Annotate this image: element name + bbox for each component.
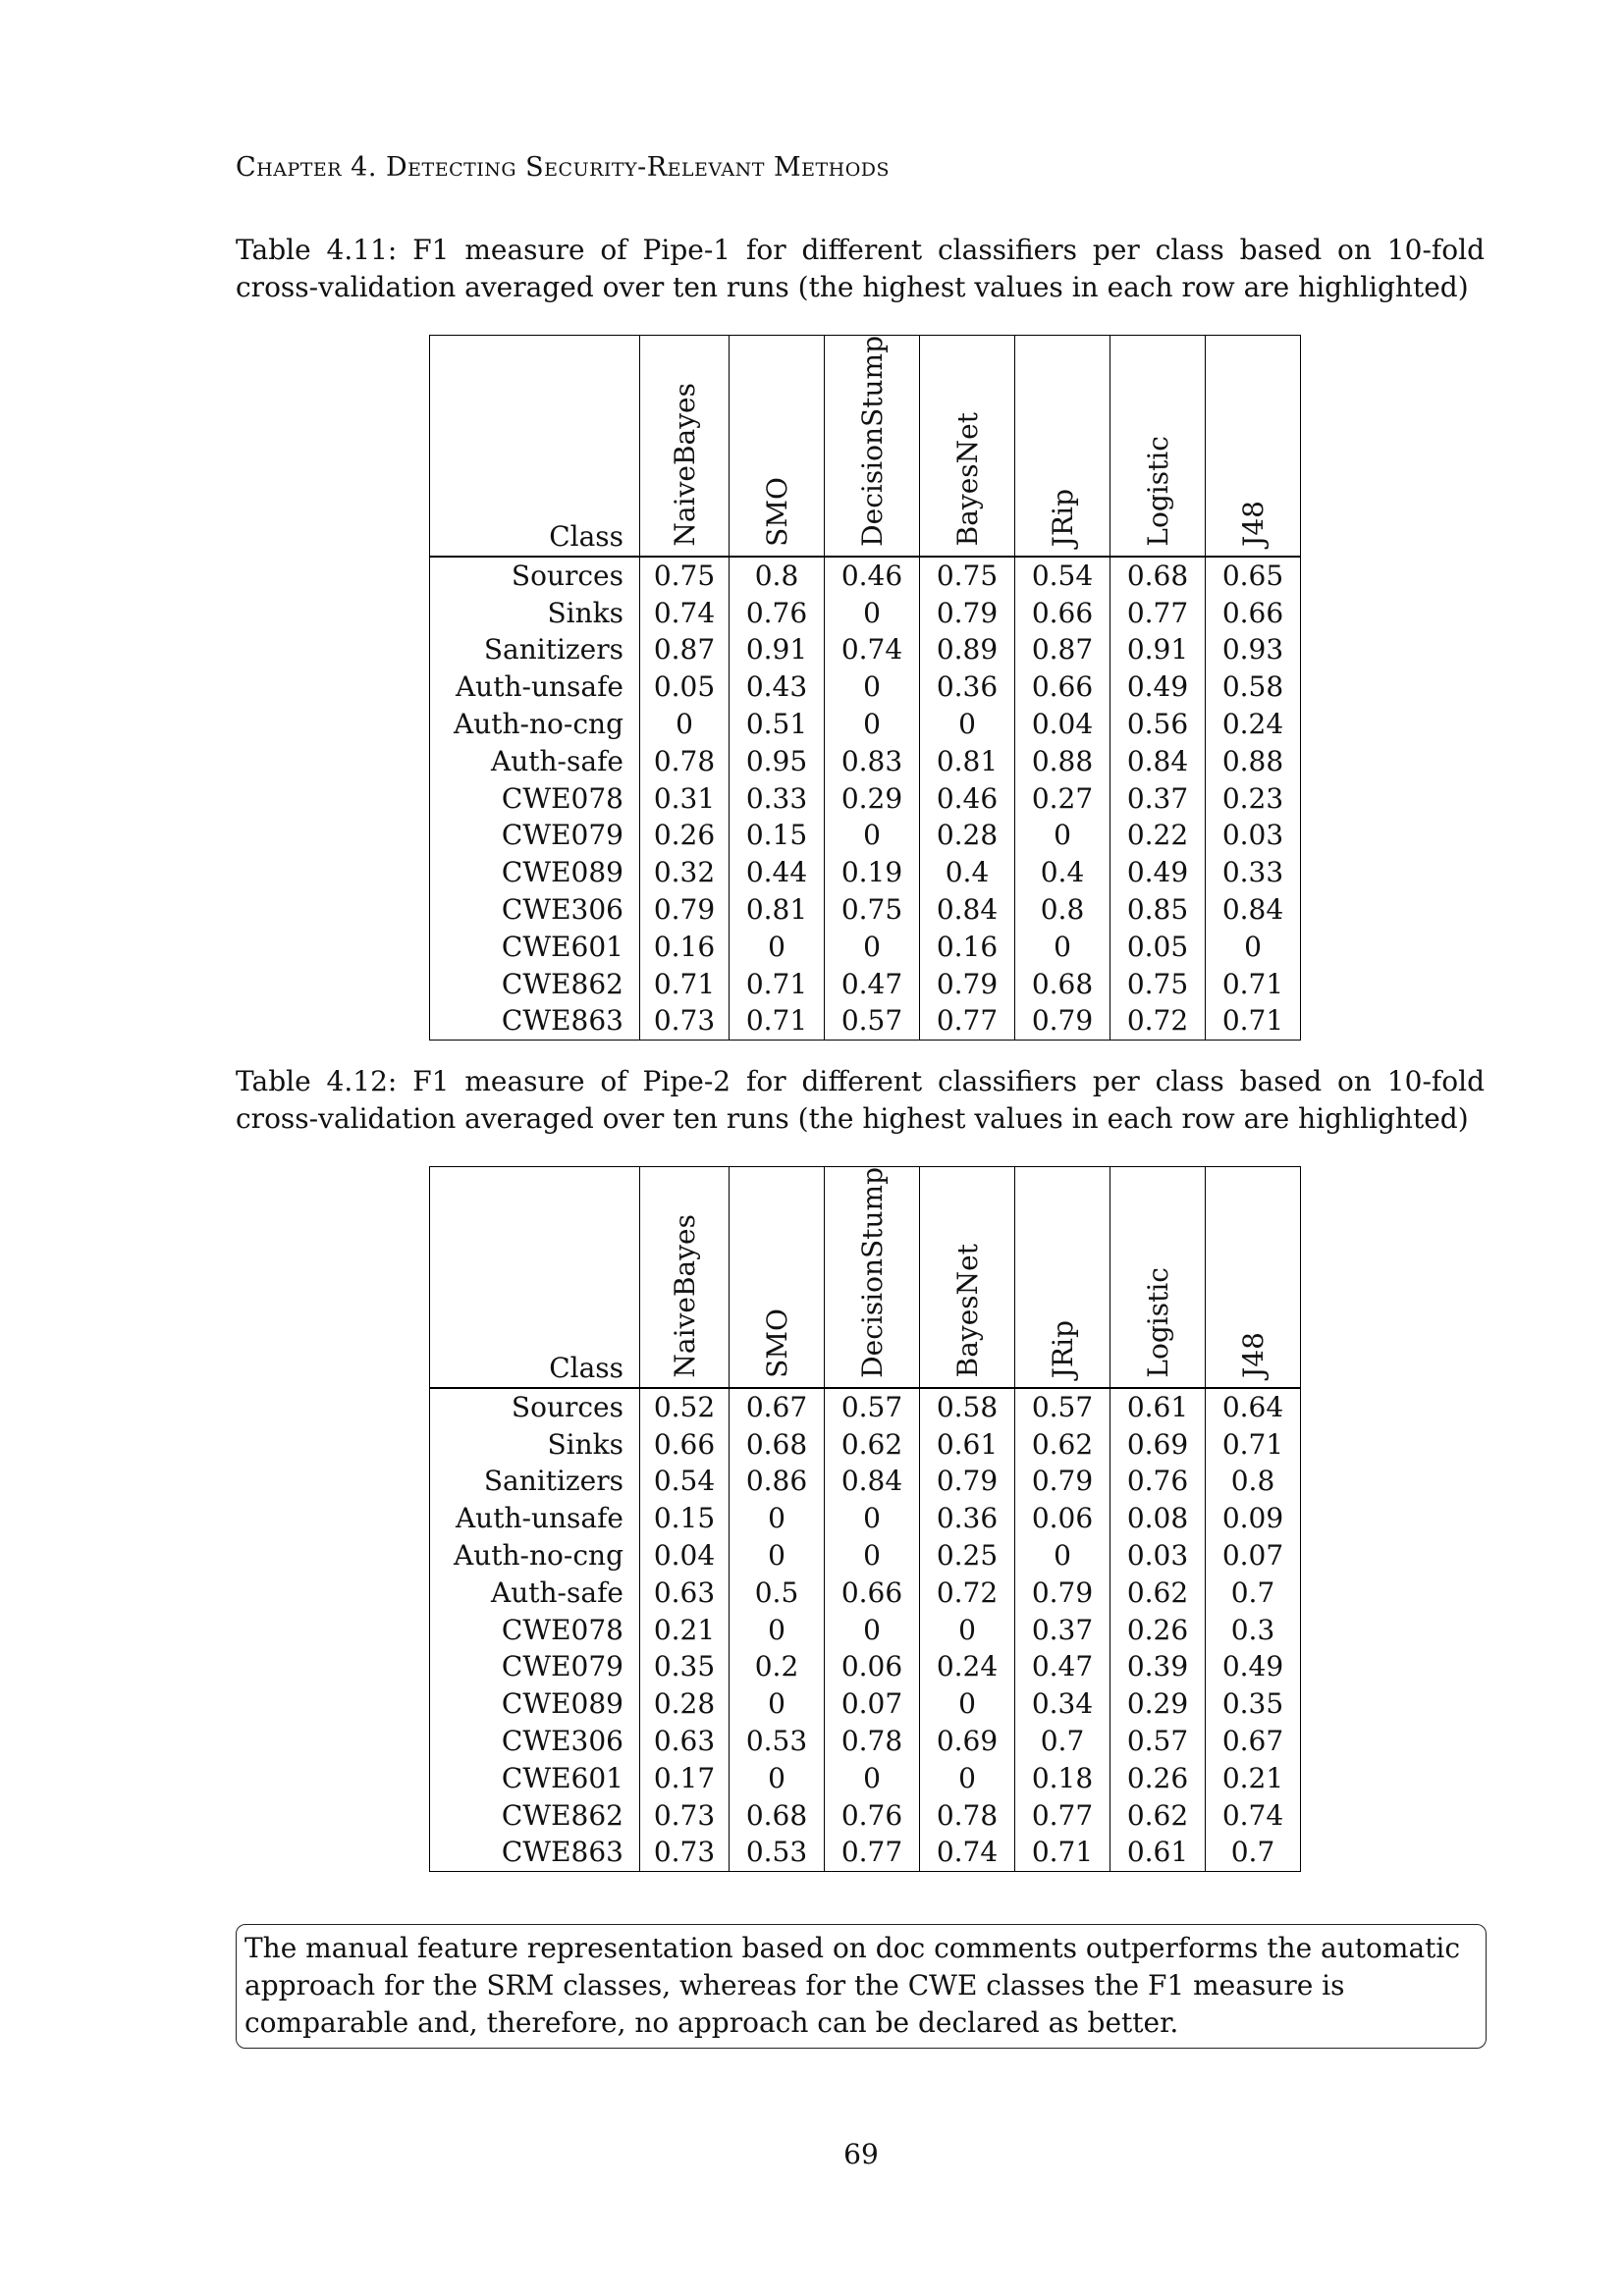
table-cell: 0.28 [640, 1685, 730, 1723]
table-cell: 0.79 [920, 595, 1015, 632]
table-cell: 0.58 [1206, 668, 1301, 706]
column-header-naivebayes [640, 1167, 730, 1388]
table-cell: 0.7 [1015, 1723, 1110, 1760]
row-label: Sanitizers [430, 1463, 640, 1500]
table-row [430, 557, 1301, 595]
column-header-label: BayesNet [950, 412, 984, 547]
table-row [430, 966, 1301, 1003]
row-label: CWE601 [430, 1760, 640, 1797]
row-label: CWE862 [430, 966, 640, 1003]
table-cell: 0.7 [1206, 1575, 1301, 1612]
column-header-label: DecisionStump [855, 336, 889, 547]
table-cell: 0.67 [730, 1388, 825, 1426]
class-header: Class [430, 336, 640, 557]
table-cell: 0.64 [1206, 1388, 1301, 1426]
table-cell: 0.75 [1110, 966, 1206, 1003]
table-cell: 0.95 [730, 743, 825, 780]
row-label: CWE863 [430, 1002, 640, 1040]
column-header-smo [730, 1167, 825, 1388]
table-cell: 0.79 [1015, 1463, 1110, 1500]
table-cell: 0 [730, 1760, 825, 1797]
table-cell: 0.26 [1110, 1760, 1206, 1797]
table-cell: 0.78 [920, 1797, 1015, 1835]
table-cell: 0.76 [1110, 1463, 1206, 1500]
table-cell: 0.21 [1206, 1760, 1301, 1797]
table-cell: 0 [825, 706, 920, 743]
table-row [430, 1500, 1301, 1537]
table-cell: 0.08 [1110, 1500, 1206, 1537]
table-cell: 0.06 [825, 1648, 920, 1685]
table-cell: 0.71 [1206, 1426, 1301, 1464]
table-cell: 0.75 [920, 557, 1015, 595]
table-cell: 0.15 [730, 817, 825, 854]
table-cell: 0 [730, 1612, 825, 1649]
table-cell: 0.53 [730, 1723, 825, 1760]
column-header-label: SMO [760, 477, 793, 547]
column-header-j48 [1206, 336, 1301, 557]
table-cell: 0.16 [920, 929, 1015, 966]
table-cell: 0.47 [825, 966, 920, 1003]
table-cell: 0.54 [640, 1463, 730, 1500]
row-label: Auth-no-cng [430, 1537, 640, 1575]
table-cell: 0.87 [1015, 631, 1110, 668]
table-cell: 0.56 [1110, 706, 1206, 743]
row-label: CWE862 [430, 1797, 640, 1835]
row-label: Auth-unsafe [430, 668, 640, 706]
table-row [430, 1648, 1301, 1685]
table-cell: 0.75 [825, 891, 920, 929]
table-cell: 0.8 [1015, 891, 1110, 929]
table-cell: 0.28 [920, 817, 1015, 854]
table-cell: 0.84 [825, 1463, 920, 1500]
chapter-header: Chapter 4. Detecting Security-Relevant Methods [236, 152, 891, 183]
table-cell: 0.25 [920, 1537, 1015, 1575]
table-cell: 0.77 [920, 1002, 1015, 1040]
table-row [430, 1760, 1301, 1797]
table-cell: 0.69 [1110, 1426, 1206, 1464]
table-cell: 0.62 [1110, 1575, 1206, 1612]
table-cell: 0.66 [825, 1575, 920, 1612]
table-cell: 0.74 [1206, 1797, 1301, 1835]
table-cell: 0 [1015, 817, 1110, 854]
table-cell: 0.83 [825, 743, 920, 780]
table-row [430, 891, 1301, 929]
table-cell: 0.03 [1206, 817, 1301, 854]
table-cell: 0.54 [1015, 557, 1110, 595]
class-header: Class [430, 1167, 640, 1388]
table-cell: 0.77 [1015, 1797, 1110, 1835]
table-cell: 0.44 [730, 854, 825, 891]
table-cell: 0 [825, 929, 920, 966]
header-row [430, 336, 1301, 557]
table-cell: 0 [730, 1500, 825, 1537]
table-cell: 0.79 [1015, 1575, 1110, 1612]
table-cell: 0.05 [1110, 929, 1206, 966]
row-label: CWE089 [430, 854, 640, 891]
table-cell: 0.76 [825, 1797, 920, 1835]
table-cell: 0.49 [1206, 1648, 1301, 1685]
table-cell: 0.84 [1206, 891, 1301, 929]
column-header-label: J48 [1236, 500, 1270, 547]
table-cell: 0 [825, 668, 920, 706]
table-cell: 0.71 [1206, 1002, 1301, 1040]
table-cell: 0.27 [1015, 780, 1110, 818]
table-cell: 0.77 [1110, 595, 1206, 632]
table-cell: 0 [825, 1612, 920, 1649]
row-label: CWE306 [430, 891, 640, 929]
table-cell: 0.73 [640, 1797, 730, 1835]
table-cell: 0.77 [825, 1834, 920, 1871]
table-cell: 0.84 [1110, 743, 1206, 780]
column-header-label: NaiveBayes [668, 383, 701, 547]
table-4-12-caption: Table 4.12: F1 measure of Pipe-2 for different classifiers per class based on 10-fold cross-validation averaged over ten runs (the highest values in each row are highlighted) [236, 1065, 1485, 1135]
table-cell: 0.79 [1015, 1002, 1110, 1040]
column-header-label: Logistic [1141, 1267, 1174, 1378]
table-cell: 0.68 [1110, 557, 1206, 595]
table-cell: 0.74 [920, 1834, 1015, 1871]
table-cell: 0.58 [920, 1388, 1015, 1426]
column-header-jrip [1015, 336, 1110, 557]
table-cell: 0.62 [825, 1426, 920, 1464]
table-cell: 0 [920, 1685, 1015, 1723]
table-row [430, 1612, 1301, 1649]
table-cell: 0 [1206, 929, 1301, 966]
column-header-logistic [1110, 336, 1206, 557]
table-cell: 0.26 [640, 817, 730, 854]
table-cell: 0.57 [825, 1002, 920, 1040]
table-cell: 0.49 [1110, 668, 1206, 706]
table-cell: 0 [730, 1537, 825, 1575]
table-cell: 0.63 [640, 1723, 730, 1760]
table-cell: 0.04 [1015, 706, 1110, 743]
table-cell: 0.68 [730, 1797, 825, 1835]
table-cell: 0 [730, 1685, 825, 1723]
table-cell: 0.5 [730, 1575, 825, 1612]
table-row [430, 854, 1301, 891]
table-cell: 0 [825, 1537, 920, 1575]
table-cell: 0.66 [640, 1426, 730, 1464]
table-cell: 0.46 [825, 557, 920, 595]
table-cell: 0.17 [640, 1760, 730, 1797]
row-label: CWE306 [430, 1723, 640, 1760]
column-header-label: JRip [1046, 1319, 1079, 1378]
column-header-label: DecisionStump [855, 1167, 889, 1378]
row-label: Auth-safe [430, 743, 640, 780]
row-label: Sinks [430, 595, 640, 632]
row-label: CWE601 [430, 929, 640, 966]
table-cell: 0.37 [1015, 1612, 1110, 1649]
table-cell: 0.51 [730, 706, 825, 743]
table-cell: 0.73 [640, 1002, 730, 1040]
column-header-naivebayes [640, 336, 730, 557]
table-row [430, 668, 1301, 706]
table-row [430, 706, 1301, 743]
table-cell: 0.62 [1110, 1797, 1206, 1835]
column-header-logistic [1110, 1167, 1206, 1388]
column-header-decisionstump [825, 336, 920, 557]
table-row [430, 1797, 1301, 1835]
table-cell: 0.57 [1015, 1388, 1110, 1426]
row-label: Auth-safe [430, 1575, 640, 1612]
table-cell: 0.32 [640, 854, 730, 891]
table-cell: 0.4 [920, 854, 1015, 891]
table-cell: 0.16 [640, 929, 730, 966]
table-cell: 0.18 [1015, 1760, 1110, 1797]
row-label: CWE079 [430, 1648, 640, 1685]
table-cell: 0.76 [730, 595, 825, 632]
column-header-jrip [1015, 1167, 1110, 1388]
table-cell: 0.78 [825, 1723, 920, 1760]
table-cell: 0.21 [640, 1612, 730, 1649]
table-4-12 [429, 1166, 1301, 1872]
table-cell: 0.53 [730, 1834, 825, 1871]
table-cell: 0 [825, 595, 920, 632]
row-label: Sinks [430, 1426, 640, 1464]
table-cell: 0.65 [1206, 557, 1301, 595]
table-row [430, 1685, 1301, 1723]
table-cell: 0.61 [920, 1426, 1015, 1464]
column-header-label: JRip [1046, 488, 1079, 547]
table-row [430, 1463, 1301, 1500]
table-cell: 0.03 [1110, 1537, 1206, 1575]
table-cell: 0.85 [1110, 891, 1206, 929]
table-cell: 0.72 [920, 1575, 1015, 1612]
row-label: CWE078 [430, 780, 640, 818]
table-cell: 0.67 [1206, 1723, 1301, 1760]
table-cell: 0.43 [730, 668, 825, 706]
table-row [430, 1723, 1301, 1760]
table-4-11 [429, 335, 1301, 1041]
table-cell: 0.61 [1110, 1388, 1206, 1426]
table-cell: 0.66 [1015, 668, 1110, 706]
table-cell: 0.23 [1206, 780, 1301, 818]
table-cell: 0.35 [1206, 1685, 1301, 1723]
table-row [430, 1426, 1301, 1464]
table-cell: 0.93 [1206, 631, 1301, 668]
table-cell: 0.75 [640, 557, 730, 595]
table-cell: 0.66 [1015, 595, 1110, 632]
table-cell: 0.37 [1110, 780, 1206, 818]
table-cell: 0.24 [1206, 706, 1301, 743]
table-cell: 0 [825, 1760, 920, 1797]
table-cell: 0.06 [1015, 1500, 1110, 1537]
table-row [430, 780, 1301, 818]
table-cell: 0.74 [825, 631, 920, 668]
table-cell: 0.74 [640, 595, 730, 632]
table-cell: 0.2 [730, 1648, 825, 1685]
table-cell: 0.09 [1206, 1500, 1301, 1537]
table-cell: 0.79 [920, 966, 1015, 1003]
table-row [430, 743, 1301, 780]
page-number: 69 [843, 2138, 879, 2170]
row-label: Auth-unsafe [430, 1500, 640, 1537]
table-cell: 0.26 [1110, 1612, 1206, 1649]
table-cell: 0 [640, 706, 730, 743]
table-cell: 0.86 [730, 1463, 825, 1500]
table-cell: 0.15 [640, 1500, 730, 1537]
table-cell: 0.78 [640, 743, 730, 780]
table-cell: 0.89 [920, 631, 1015, 668]
row-label: Auth-no-cng [430, 706, 640, 743]
column-header-label: Logistic [1141, 436, 1174, 547]
table-cell: 0.88 [1015, 743, 1110, 780]
table-cell: 0.81 [920, 743, 1015, 780]
table-cell: 0.91 [1110, 631, 1206, 668]
table-cell: 0 [825, 1500, 920, 1537]
table-cell: 0.34 [1015, 1685, 1110, 1723]
table-cell: 0.31 [640, 780, 730, 818]
row-label: CWE089 [430, 1685, 640, 1723]
table-cell: 0.19 [825, 854, 920, 891]
table-row [430, 1002, 1301, 1040]
table-cell: 0.79 [920, 1463, 1015, 1500]
table-cell: 0.47 [1015, 1648, 1110, 1685]
table-cell: 0.68 [730, 1426, 825, 1464]
table-row [430, 929, 1301, 966]
table-cell: 0.07 [825, 1685, 920, 1723]
table-cell: 0.8 [1206, 1463, 1301, 1500]
table-cell: 0.57 [1110, 1723, 1206, 1760]
row-label: CWE079 [430, 817, 640, 854]
table-row [430, 817, 1301, 854]
column-header-label: BayesNet [950, 1244, 984, 1378]
column-header-bayesnet [920, 336, 1015, 557]
column-header-label: J48 [1236, 1331, 1270, 1378]
table-cell: 0.72 [1110, 1002, 1206, 1040]
table-cell: 0.7 [1206, 1834, 1301, 1871]
table-cell: 0.46 [920, 780, 1015, 818]
table-cell: 0.39 [1110, 1648, 1206, 1685]
table-cell: 0.61 [1110, 1834, 1206, 1871]
table-cell: 0.33 [730, 780, 825, 818]
table-cell: 0.71 [730, 1002, 825, 1040]
table-cell: 0.36 [920, 1500, 1015, 1537]
table-row [430, 1575, 1301, 1612]
table-cell: 0.49 [1110, 854, 1206, 891]
column-header-bayesnet [920, 1167, 1015, 1388]
table-cell: 0.35 [640, 1648, 730, 1685]
table-row [430, 631, 1301, 668]
table-cell: 0.07 [1206, 1537, 1301, 1575]
table-cell: 0.69 [920, 1723, 1015, 1760]
header-row [430, 1167, 1301, 1388]
table-cell: 0.91 [730, 631, 825, 668]
row-label: CWE078 [430, 1612, 640, 1649]
table-cell: 0.29 [1110, 1685, 1206, 1723]
table-cell: 0.71 [1206, 966, 1301, 1003]
table-cell: 0.62 [1015, 1426, 1110, 1464]
table-cell: 0 [730, 929, 825, 966]
table-cell: 0.3 [1206, 1612, 1301, 1649]
table-cell: 0 [920, 1760, 1015, 1797]
table-cell: 0.88 [1206, 743, 1301, 780]
table-cell: 0.29 [825, 780, 920, 818]
row-label: CWE863 [430, 1834, 640, 1871]
table-cell: 0 [920, 706, 1015, 743]
table-cell: 0.73 [640, 1834, 730, 1871]
table-row [430, 595, 1301, 632]
table-cell: 0 [920, 1612, 1015, 1649]
column-header-label: SMO [760, 1308, 793, 1378]
table-cell: 0.22 [1110, 817, 1206, 854]
finding-box: The manual feature representation based on doc comments outperforms the automatic approach for the SRM classes, whereas for the CWE classes the F1 measure is comparable and, therefore, no approach can be declared as better. [236, 1924, 1487, 2049]
table-row [430, 1388, 1301, 1426]
table-cell: 0.87 [640, 631, 730, 668]
row-label: Sources [430, 557, 640, 595]
table-cell: 0 [1015, 1537, 1110, 1575]
column-header-smo [730, 336, 825, 557]
table-cell: 0.05 [640, 668, 730, 706]
table-cell: 0.81 [730, 891, 825, 929]
row-label: Sanitizers [430, 631, 640, 668]
table-cell: 0.24 [920, 1648, 1015, 1685]
table-cell: 0 [825, 817, 920, 854]
table-cell: 0.71 [730, 966, 825, 1003]
table-row [430, 1834, 1301, 1871]
row-label: Sources [430, 1388, 640, 1426]
table-cell: 0.04 [640, 1537, 730, 1575]
table-cell: 0.63 [640, 1575, 730, 1612]
column-header-label: NaiveBayes [668, 1214, 701, 1378]
table-cell: 0.79 [640, 891, 730, 929]
table-cell: 0.33 [1206, 854, 1301, 891]
table-cell: 0.8 [730, 557, 825, 595]
column-header-j48 [1206, 1167, 1301, 1388]
table-4-11-caption: Table 4.11: F1 measure of Pipe-1 for different classifiers per class based on 10-fold cross-validation averaged over ten runs (the highest values in each row are highlighted) [236, 234, 1485, 303]
table-cell: 0 [1015, 929, 1110, 966]
table-cell: 0.71 [1015, 1834, 1110, 1871]
table-cell: 0.36 [920, 668, 1015, 706]
table-cell: 0.71 [640, 966, 730, 1003]
table-cell: 0.57 [825, 1388, 920, 1426]
table-cell: 0.4 [1015, 854, 1110, 891]
table-row [430, 1537, 1301, 1575]
table-cell: 0.68 [1015, 966, 1110, 1003]
table-cell: 0.84 [920, 891, 1015, 929]
table-cell: 0.52 [640, 1388, 730, 1426]
table-cell: 0.66 [1206, 595, 1301, 632]
column-header-decisionstump [825, 1167, 920, 1388]
